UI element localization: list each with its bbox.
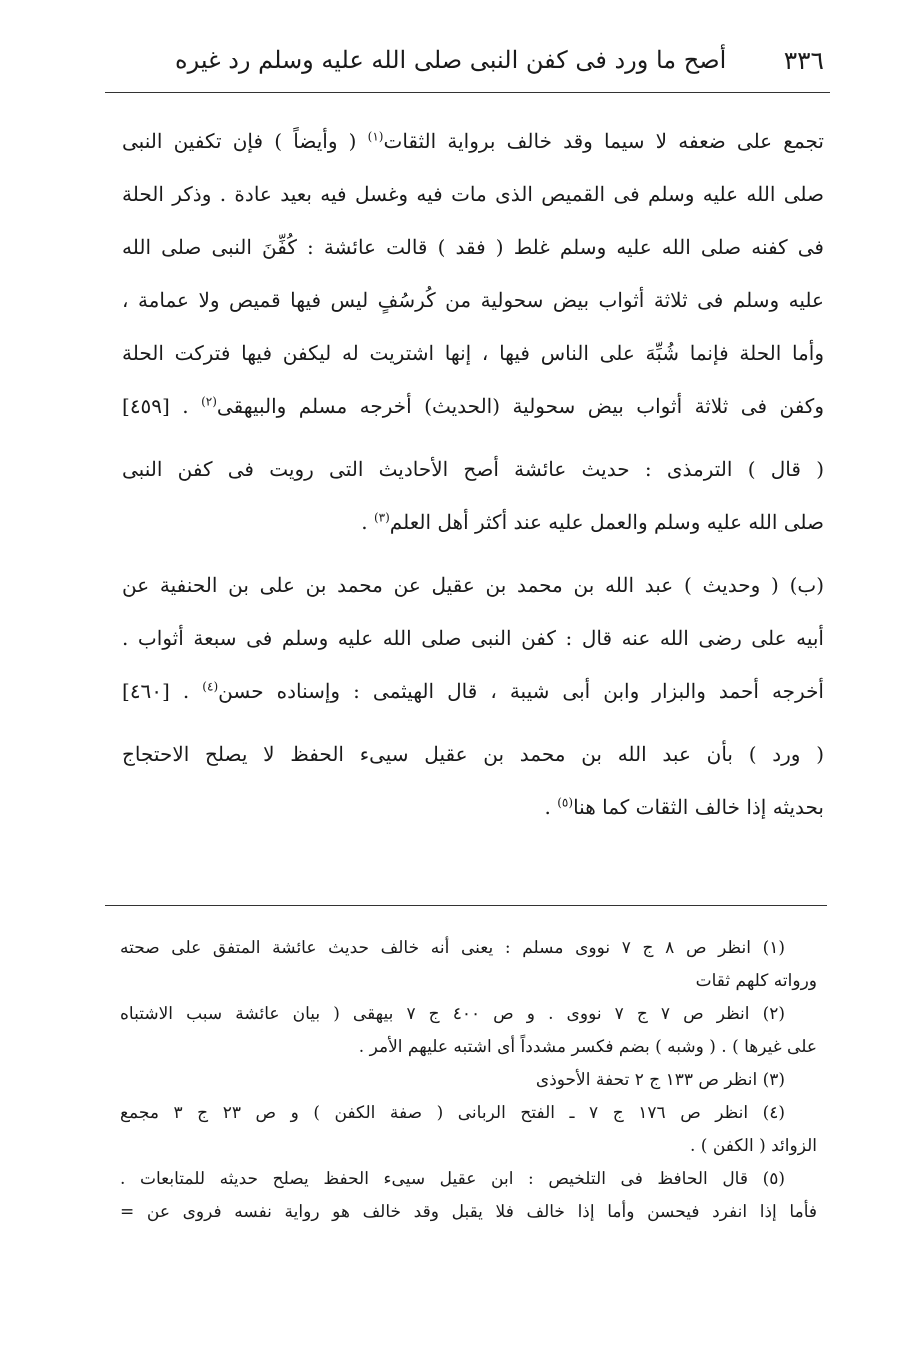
text-line: أبيه على رضى الله عنه قال : كفن النبى صلى الله عليه وسلم فى سبعة أثواب . — [122, 626, 824, 650]
footnote-marker: (١) — [367, 129, 384, 144]
text-line: ( ورد ) بأن عبد الله بن محمد بن عقيل سيىء الحفظ لا يصلح الاحتجاج — [122, 742, 824, 766]
footnote-line: (١) انظر ص ٨ ج ٧ نووى مسلم : يعنى أنه خالف حديث عائشة المتفق على صحته — [120, 938, 785, 958]
footnote-rule — [105, 905, 827, 906]
text-line: صلى الله عليه وسلم فى القميص الذى مات فيه وغسل فيه بعيد عادة . وذكر الحلة — [122, 182, 824, 206]
hadith-number: [٤٦٠] — [122, 679, 170, 703]
footnote-marker: (٥) — [557, 795, 574, 810]
running-title: أصح ما ورد فى كفن النبى صلى الله عليه وسلم رد غيره — [175, 46, 727, 74]
footnotes — [120, 932, 817, 1229]
main-text — [122, 115, 824, 834]
text-line: صلى الله عليه وسلم والعمل عليه عند أكثر أهل العلم$^{(٣)}$ . — [361, 510, 824, 534]
footnote-line: فأما إذا انفرد فيحسن وأما إذا خالف فلا يقبل وقد خالف هو رواية نفسه فروى عن = — [120, 1202, 817, 1222]
footnote-marker: (٢) — [201, 394, 217, 409]
text-line: بحديثه إذا خالف الثقات كما هنا$^{(٥)}$ . — [544, 795, 824, 819]
text-line: عليه وسلم فى ثلاثة أثواب بيض سحولية من كُرسُفٍ ليس فيها قميص ولا عمامة ، — [122, 288, 824, 312]
footnote-line: (٢) انظر ص ٧ ج ٧ نووى . و ص ٤٠٠ ج ٧ بيهقى ( بيان عائشة سبب الاشتباه — [120, 1004, 785, 1024]
footnote-line: الزوائد ( الكفن ) . — [690, 1136, 817, 1156]
header-rule — [105, 92, 830, 93]
text-line: أخرجه أحمد والبزار وابن أبى شيبة ، قال الهيثمى : وإسناده حسن$^{(٤)}$ . [٤٦٠] — [122, 679, 824, 703]
text-line: وأما الحلة فإنما شُبِّهَ على الناس فيها ، إنها اشتريت له ليكفن فيها فتركت الحلة — [122, 341, 824, 365]
footnote-marker: (٣) — [373, 510, 390, 525]
page-number: ٣٣٦ — [783, 45, 824, 75]
hadith-number: [٤٥٩] — [122, 394, 170, 418]
text-line: (ب) ( وحديث ) عبد الله بن محمد بن عقيل عن محمد بن على بن الحنفية عن — [122, 573, 824, 597]
footnote-line: (٥) قال الحافظ فى التلخيص : ابن عقيل سيىء الحفظ يصلح حديثه للمتابعات . — [120, 1169, 785, 1189]
text-line: فى كفنه صلى الله عليه وسلم غلط ( فقد ) قالت عائشة : كُفِّنَ النبى صلى الله — [122, 235, 824, 259]
footnote-marker: (٤) — [202, 679, 219, 694]
running-header — [175, 40, 824, 80]
footnote-line: ورواته كلهم ثقات — [695, 971, 817, 991]
text-line: تجمع على ضعفه لا سيما وقد خالف برواية الثقات$^{(١)}$ ( وأيضاً ) فإن تكفين النبى — [122, 129, 824, 153]
text-line: ( قال ) الترمذى : حديث عائشة أصح الأحاديث التى رويت فى كفن النبى — [122, 457, 824, 481]
footnote-line: (٤) انظر ص ١٧٦ ج ٧ ـ الفتح الربانى ( صفة الكفن ) و ص ٢٣ ج ٣ مجمع — [120, 1103, 786, 1123]
footnote-line: على غيرها ) . ( وشبه ) بضم فكسر مشدداً أى اشتبه عليهم الأمر . — [358, 1037, 817, 1057]
footnote-line: (٣) انظر ص ١٣٣ ج ٢ تحفة الأحوذى — [535, 1070, 785, 1090]
text-line: وكفن فى ثلاثة أثواب بيض سحولية (الحديث) أخرجه مسلم والبيهقى$^{(٢)}$ . [٤٥٩] — [122, 394, 824, 418]
